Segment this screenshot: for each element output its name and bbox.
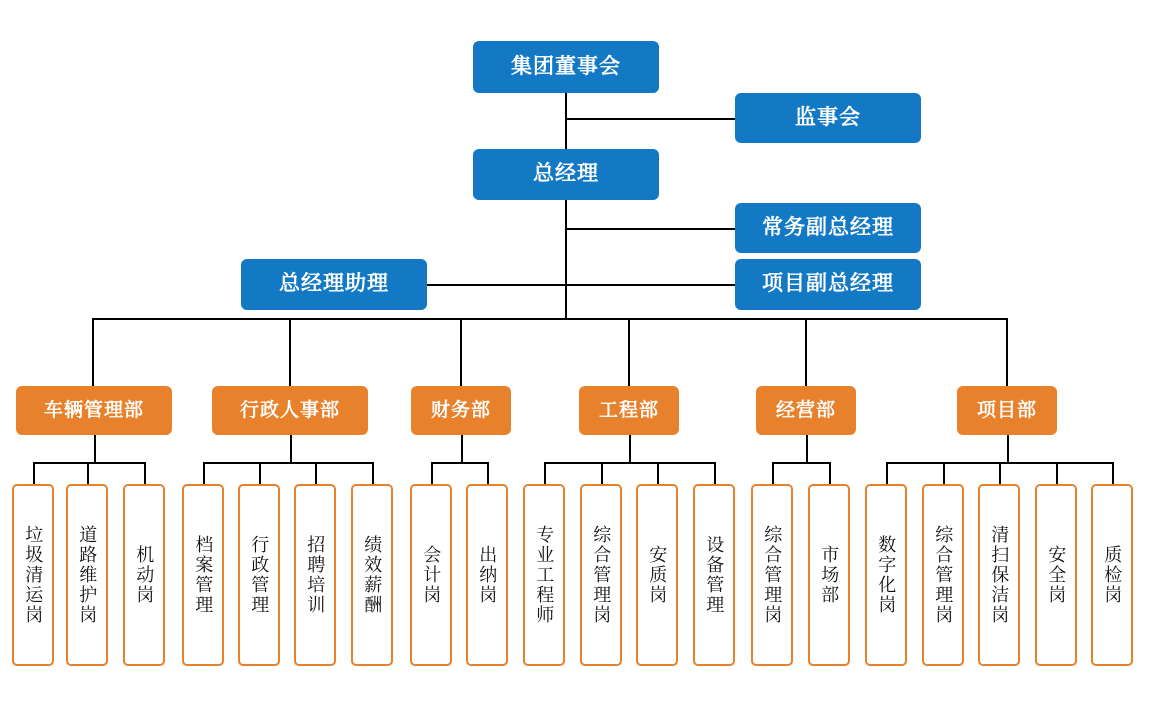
role-1-1-label: 行政管理 xyxy=(249,535,270,615)
role-0-0[interactable] xyxy=(12,484,54,666)
connector-gm-to-assistant xyxy=(427,284,565,286)
connector-dept-3-child-0-stem xyxy=(544,462,546,484)
connector-dept-0-child-0-stem xyxy=(33,462,35,484)
connector-dept-3-child-2-stem xyxy=(657,462,659,484)
connector-dept-5-child-1-stem xyxy=(943,462,945,484)
connector-dept-4-child-0-stem xyxy=(772,462,774,484)
role-4-0-label: 综合管理岗 xyxy=(762,525,783,625)
connector-drop-1 xyxy=(92,318,94,386)
role-4-1-label: 市场部 xyxy=(819,545,840,605)
dept-1-label: 行政人事部 xyxy=(239,399,340,421)
node-project-vice-gm[interactable] xyxy=(735,259,921,310)
role-0-1-label: 道路维护岗 xyxy=(77,525,98,625)
connector-dept-2-child-1-stem xyxy=(487,462,489,484)
connector-dept-5-child-2-stem xyxy=(999,462,1001,484)
node-gm-assistant-label: 总经理助理 xyxy=(279,272,389,296)
connector-dept-5-stem xyxy=(1007,435,1009,462)
role-5-3-label: 安全岗 xyxy=(1046,545,1067,605)
dept-3[interactable] xyxy=(579,386,679,435)
dept-0-label: 车辆管理部 xyxy=(43,399,144,421)
node-supervisory-label: 监事会 xyxy=(795,105,861,129)
connector-dept-2-bus xyxy=(431,462,487,464)
connector-dept-5-child-0-stem xyxy=(886,462,888,484)
role-5-0-label: 数字化岗 xyxy=(876,535,897,615)
role-1-2[interactable] xyxy=(294,484,336,666)
connector-drop-4 xyxy=(628,318,630,386)
connector-dept-0-stem xyxy=(94,435,96,462)
connector-dept-bus xyxy=(92,318,1007,320)
role-3-1[interactable] xyxy=(580,484,622,666)
role-5-1-label: 综合管理岗 xyxy=(933,525,954,625)
node-board-label: 集团董事会 xyxy=(511,54,621,78)
connector-gm-to-supervisory-branch xyxy=(565,118,735,120)
role-5-4[interactable] xyxy=(1091,484,1133,666)
role-3-2[interactable] xyxy=(636,484,678,666)
node-supervisory[interactable] xyxy=(735,93,921,143)
node-gm-assistant[interactable] xyxy=(241,259,427,310)
dept-4[interactable] xyxy=(756,386,856,435)
role-4-0[interactable] xyxy=(751,484,793,666)
role-2-0-label: 会计岗 xyxy=(421,545,442,605)
connector-dept-5-child-3-stem xyxy=(1056,462,1058,484)
connector-dept-5-child-4-stem xyxy=(1112,462,1114,484)
role-3-2-label: 安质岗 xyxy=(647,545,668,605)
role-1-1[interactable] xyxy=(238,484,280,666)
connector-drop-6 xyxy=(1006,318,1008,386)
dept-0[interactable] xyxy=(16,386,172,435)
connector-dept-1-child-0-stem xyxy=(203,462,205,484)
dept-5-label: 项目部 xyxy=(976,399,1037,421)
role-5-4-label: 质检岗 xyxy=(1102,545,1123,605)
connector-dept-3-child-1-stem xyxy=(601,462,603,484)
connector-dept-1-child-3-stem xyxy=(372,462,374,484)
connector-gm-to-project-vp xyxy=(565,284,735,286)
role-1-0-label: 档案管理 xyxy=(193,535,214,615)
role-1-0[interactable] xyxy=(182,484,224,666)
connector-dept-1-bus xyxy=(203,462,372,464)
role-1-3[interactable] xyxy=(351,484,393,666)
role-5-2[interactable] xyxy=(978,484,1020,666)
role-2-1-label: 出纳岗 xyxy=(477,545,498,605)
connector-dept-4-stem xyxy=(806,435,808,462)
role-3-1-label: 综合管理岗 xyxy=(591,525,612,625)
role-2-0[interactable] xyxy=(410,484,452,666)
role-3-3[interactable] xyxy=(693,484,735,666)
connector-drop-3 xyxy=(460,318,462,386)
node-board[interactable] xyxy=(473,41,659,93)
connector-gm-to-exec-vp xyxy=(565,228,735,230)
role-5-0[interactable] xyxy=(865,484,907,666)
dept-3-label: 工程部 xyxy=(598,399,659,421)
role-1-2-label: 招聘培训 xyxy=(305,535,326,615)
role-0-1[interactable] xyxy=(66,484,108,666)
role-3-3-label: 设备管理 xyxy=(704,535,725,615)
connector-dept-3-bus xyxy=(544,462,714,464)
node-executive-vice-gm[interactable] xyxy=(735,203,921,253)
connector-dept-1-stem xyxy=(290,435,292,462)
node-general-manager-label: 总经理 xyxy=(533,162,599,186)
dept-5[interactable] xyxy=(957,386,1057,435)
connector-dept-0-child-1-stem xyxy=(87,462,89,484)
role-5-1[interactable] xyxy=(922,484,964,666)
connector-drop-2 xyxy=(289,318,291,386)
role-5-3[interactable] xyxy=(1035,484,1077,666)
connector-dept-0-child-2-stem xyxy=(144,462,146,484)
role-5-2-label: 清扫保洁岗 xyxy=(989,525,1010,625)
connector-dept-1-child-1-stem xyxy=(259,462,261,484)
node-executive-vice-gm-label: 常务副总经理 xyxy=(762,215,894,239)
connector-dept-2-stem xyxy=(461,435,463,462)
connector-dept-4-child-1-stem xyxy=(829,462,831,484)
node-project-vice-gm-label: 项目副总经理 xyxy=(762,272,894,296)
connector-board-to-gm xyxy=(565,93,567,149)
dept-2-label: 财务部 xyxy=(430,399,491,421)
connector-dept-4-bus xyxy=(772,462,829,464)
dept-1[interactable] xyxy=(212,386,368,435)
connector-dept-3-child-3-stem xyxy=(714,462,716,484)
role-3-0-label: 专业工程师 xyxy=(534,525,555,625)
connector-dept-2-child-0-stem xyxy=(431,462,433,484)
connector-dept-3-stem xyxy=(629,435,631,462)
role-0-2[interactable] xyxy=(123,484,165,666)
role-4-1[interactable] xyxy=(808,484,850,666)
connector-gm-down xyxy=(565,200,567,318)
role-3-0[interactable] xyxy=(523,484,565,666)
role-1-3-label: 绩效薪酬 xyxy=(362,535,383,615)
role-0-0-label: 垃圾清运岗 xyxy=(23,525,44,625)
role-0-2-label: 机动岗 xyxy=(134,545,155,605)
dept-2[interactable] xyxy=(411,386,511,435)
role-2-1[interactable] xyxy=(466,484,508,666)
dept-4-label: 经营部 xyxy=(775,399,836,421)
connector-dept-1-child-2-stem xyxy=(315,462,317,484)
node-general-manager[interactable] xyxy=(473,149,659,200)
connector-drop-5 xyxy=(805,318,807,386)
